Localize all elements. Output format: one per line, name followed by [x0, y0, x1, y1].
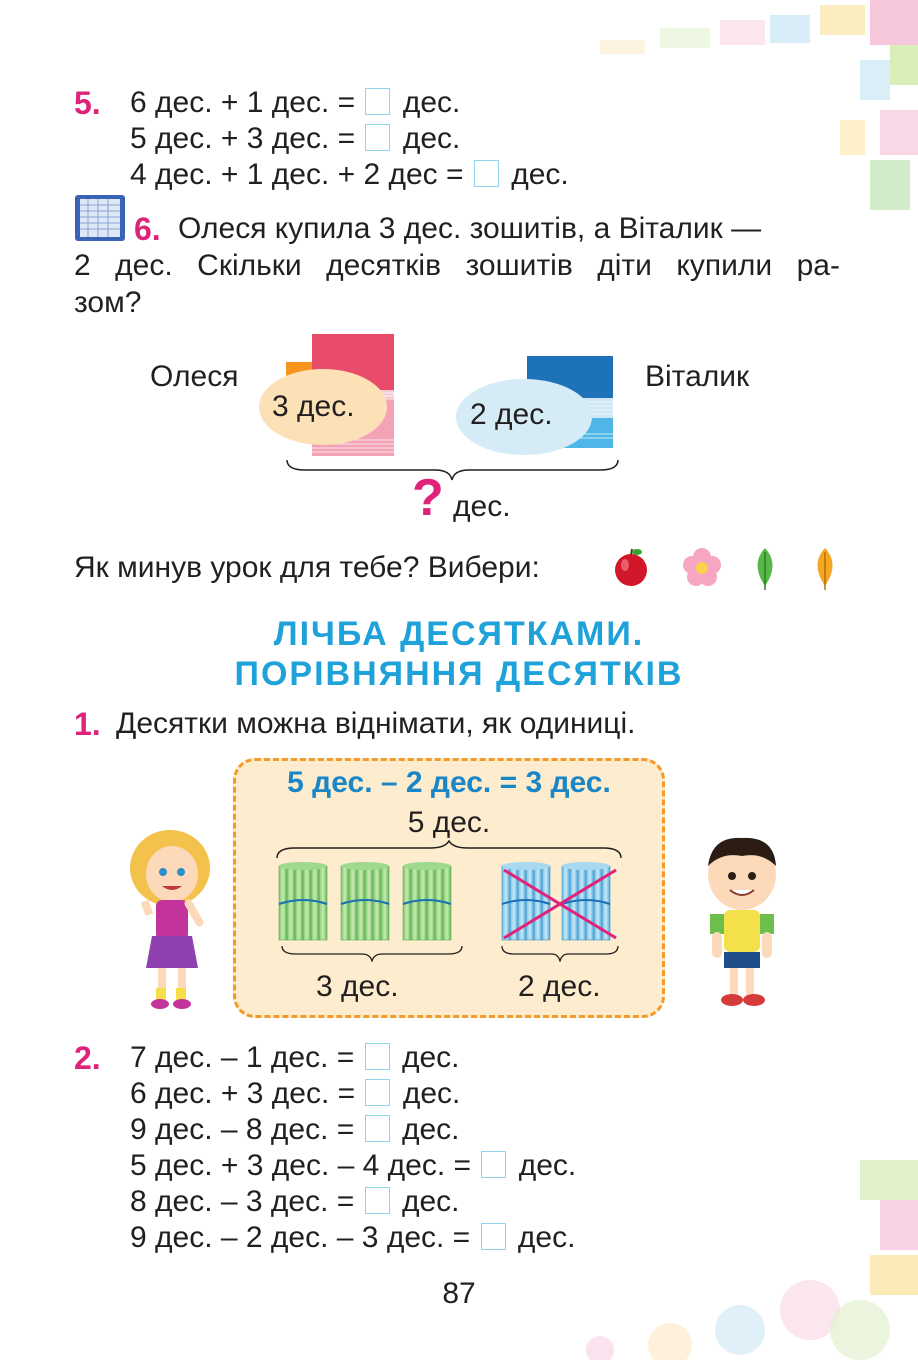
question-mark: ? [412, 469, 444, 527]
answer-box[interactable] [481, 1223, 506, 1250]
green-tens-bundles [275, 860, 465, 942]
question-unit: дес. [453, 490, 511, 523]
example-top-brace [275, 840, 623, 860]
answer-box[interactable] [365, 1043, 390, 1070]
orange-leaf-icon[interactable] [810, 546, 840, 592]
name-olesia: Олеся [150, 360, 239, 393]
girl-character [122, 828, 222, 1013]
section-title-line-2: ПОРІВНЯННЯ ДЕСЯТКІВ [234, 655, 684, 693]
answer-box[interactable] [365, 1187, 390, 1214]
exercise-2-line-4: 5 дес. + 3 дес. – 4 дес. = дес. [130, 1149, 577, 1182]
bubble-left-label: 3 дес. [272, 390, 355, 423]
exercise-2-line-2: 6 дес. + 3 дес. = дес. [130, 1077, 461, 1110]
left-group-brace [280, 944, 465, 962]
notebook-icon [74, 194, 126, 242]
right-group-label: 2 дес. [518, 970, 601, 1003]
decorative-corner-bottom-right [560, 1160, 918, 1360]
blue-tens-bundles-crossed [498, 860, 623, 942]
page-number: 87 [442, 1277, 476, 1310]
decorative-corner-top-right [540, 0, 918, 220]
exercise-2-line-6: 9 дес. – 2 дес. – 3 дес. = дес. [130, 1221, 576, 1254]
example-equation: 5 дес. – 2 дес. = 3 дес. [287, 766, 611, 799]
answer-box[interactable] [481, 1151, 506, 1178]
exercise-6-number: 6. [134, 211, 161, 247]
name-vitalyk: Віталик [645, 360, 750, 393]
exercise-5-line-2: 5 дес. + 3 дес. = дес. [130, 122, 461, 155]
left-group-label: 3 дес. [316, 970, 399, 1003]
section-title-line-1: ЛІЧБА ДЕСЯТКАМИ. [273, 615, 645, 653]
exercise-5-number: 5. [74, 85, 101, 121]
green-leaf-icon[interactable] [750, 546, 780, 592]
exercise-6-line-2: 2 дес. Скільки десятків зошитів діти купили ра- [74, 249, 840, 282]
exercise-1-text: Десятки можна віднімати, як одиниці. [116, 707, 636, 740]
right-group-brace [500, 944, 622, 962]
exercise-2-number: 2. [74, 1040, 101, 1076]
apple-icon[interactable] [610, 546, 652, 588]
total-brace [285, 458, 620, 482]
answer-box[interactable] [365, 88, 390, 115]
answer-box[interactable] [365, 124, 390, 151]
exercise-2-line-3: 9 дес. – 8 дес. = дес. [130, 1113, 460, 1146]
answer-box[interactable] [365, 1079, 390, 1106]
bubble-right-label: 2 дес. [470, 398, 553, 431]
example-total-label: 5 дес. [407, 806, 491, 839]
exercise-5-line-1: 6 дес. + 1 дес. = дес. [130, 86, 461, 119]
answer-box[interactable] [365, 1115, 390, 1142]
exercise-1-number: 1. [74, 706, 101, 742]
answer-box[interactable] [474, 160, 499, 187]
reflection-text: Як минув урок для тебе? Вибери: [74, 551, 540, 584]
flower-icon[interactable] [680, 546, 724, 590]
exercise-2-line-5: 8 дес. – 3 дес. = дес. [130, 1185, 460, 1218]
exercise-6-line-1: Олеся купила 3 дес. зошитів, а Віталик — [178, 212, 762, 245]
exercise-5-line-3: 4 дес. + 1 дес. + 2 дес = дес. [130, 158, 569, 191]
exercise-6-line-3: зом? [74, 286, 142, 319]
exercise-2-line-1: 7 дес. – 1 дес. = дес. [130, 1041, 460, 1074]
boy-character [700, 834, 786, 1010]
